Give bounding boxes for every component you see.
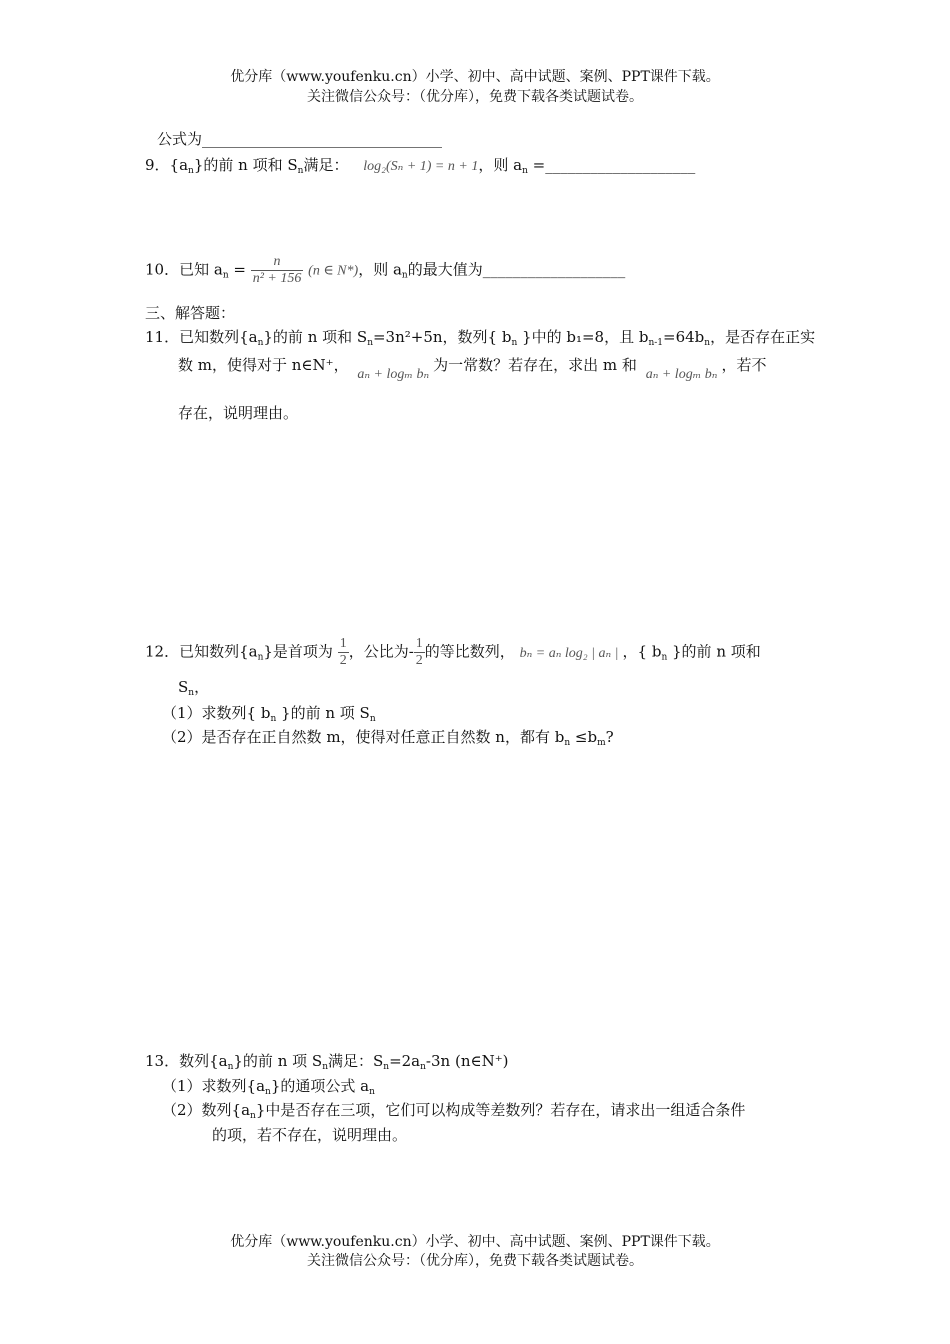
question-13-part2-cont: 的项，若不存在，说明理由。	[212, 1126, 408, 1144]
page-footer-line2: 关注微信公众号：（优分库），免费下载各类试题试卷。	[307, 1253, 643, 1269]
page-header-line2: 关注微信公众号：（优分库），免费下载各类试题试卷。	[307, 89, 643, 105]
q11-expression-2: aₙ + logₘ bₙ	[645, 367, 718, 382]
q10-domain: (n ∈ N*)	[308, 263, 359, 279]
page-footer-line1: 优分库（www.youfenku.cn）小学、初中、高中试题、案例、PPT课件下载。	[230, 1234, 720, 1250]
question-12-part2: （2）是否存在正自然数 m，使得对任意正自然数 n，都有 $b_n \le b_m$?	[162, 728, 614, 748]
q12-first-term-fraction: $\frac{1}{2}$	[339, 636, 347, 669]
question-10: 10．已知 $a_n$ = $\frac{n}{\text{n² + 156}}$ (n ∈ N*)，则 $a_n$的最大值为___________________	[145, 254, 626, 287]
q10-fraction: $\frac{n}{\text{n² + 156}}$	[252, 254, 302, 287]
q11-expression-1: aₙ + logₘ bₙ	[357, 367, 430, 382]
q9-formula: log₂(Sₙ + 1) = n + 1	[363, 159, 479, 174]
question-11-line1: 11．已知数列$\{a_n\}$的前 n 项和 $S_n=3n^2+5n$，数列{ $b_n$ }中的 b₁=8，且 $b_{n-1}=64b_n$，是否存在正实	[145, 328, 816, 348]
question-13-line1: 13．数列$\{a_n\}$的前 n 项 $S_n$满足：$S_n=2a_n-3n$ (n∈N⁺)	[145, 1052, 509, 1072]
page-header-line1: 优分库（www.youfenku.cn）小学、初中、高中试题、案例、PPT课件下载。	[230, 69, 720, 85]
q12-ratio-fraction: $\frac{1}{2}$	[415, 636, 423, 669]
question-9: 9．$\{a_n\}$的前 n 项和 $S_n$满足： log₂(Sₙ + 1) = n + 1，则 $a_n$ =____________________	[145, 156, 696, 176]
question-12-line1: 12．已知数列$\{a_n\}$是首项为 $\frac{1}{2}$ ，公比为- $\frac{1}{2}$ 的等比数列， bₙ = aₙ log₂ | aₙ | ，{ $b_n$ }的前 n 项和	[145, 636, 761, 669]
q12-formula: bₙ = aₙ log₂ | aₙ |	[519, 645, 619, 661]
section-heading-3: 三、解答题：	[145, 304, 236, 322]
question-12-part1: （1）求数列{ $b_n$ }的前 n 项 $S_n$	[162, 704, 376, 724]
question-11-line3: 存在，说明理由。	[178, 404, 299, 422]
q8-tail: 公式为________________________________	[157, 130, 443, 148]
question-13-part1: （1）求数列$\{a_n\}$的通项公式 $a_n$	[162, 1077, 375, 1097]
question-11-line2: 数 m，使得对于 n∈N⁺， aₙ + logₘ bₙ为一常数？若存在，求出 m 和 aₙ + logₘ bₙ，若不	[178, 356, 767, 382]
question-12-line2: $S_n$，	[178, 678, 210, 698]
question-13-part2: （2）数列$\{a_n\}$中是否存在三项，它们可以构成等差数列？若存在，请求出一组适合条件	[162, 1101, 746, 1121]
